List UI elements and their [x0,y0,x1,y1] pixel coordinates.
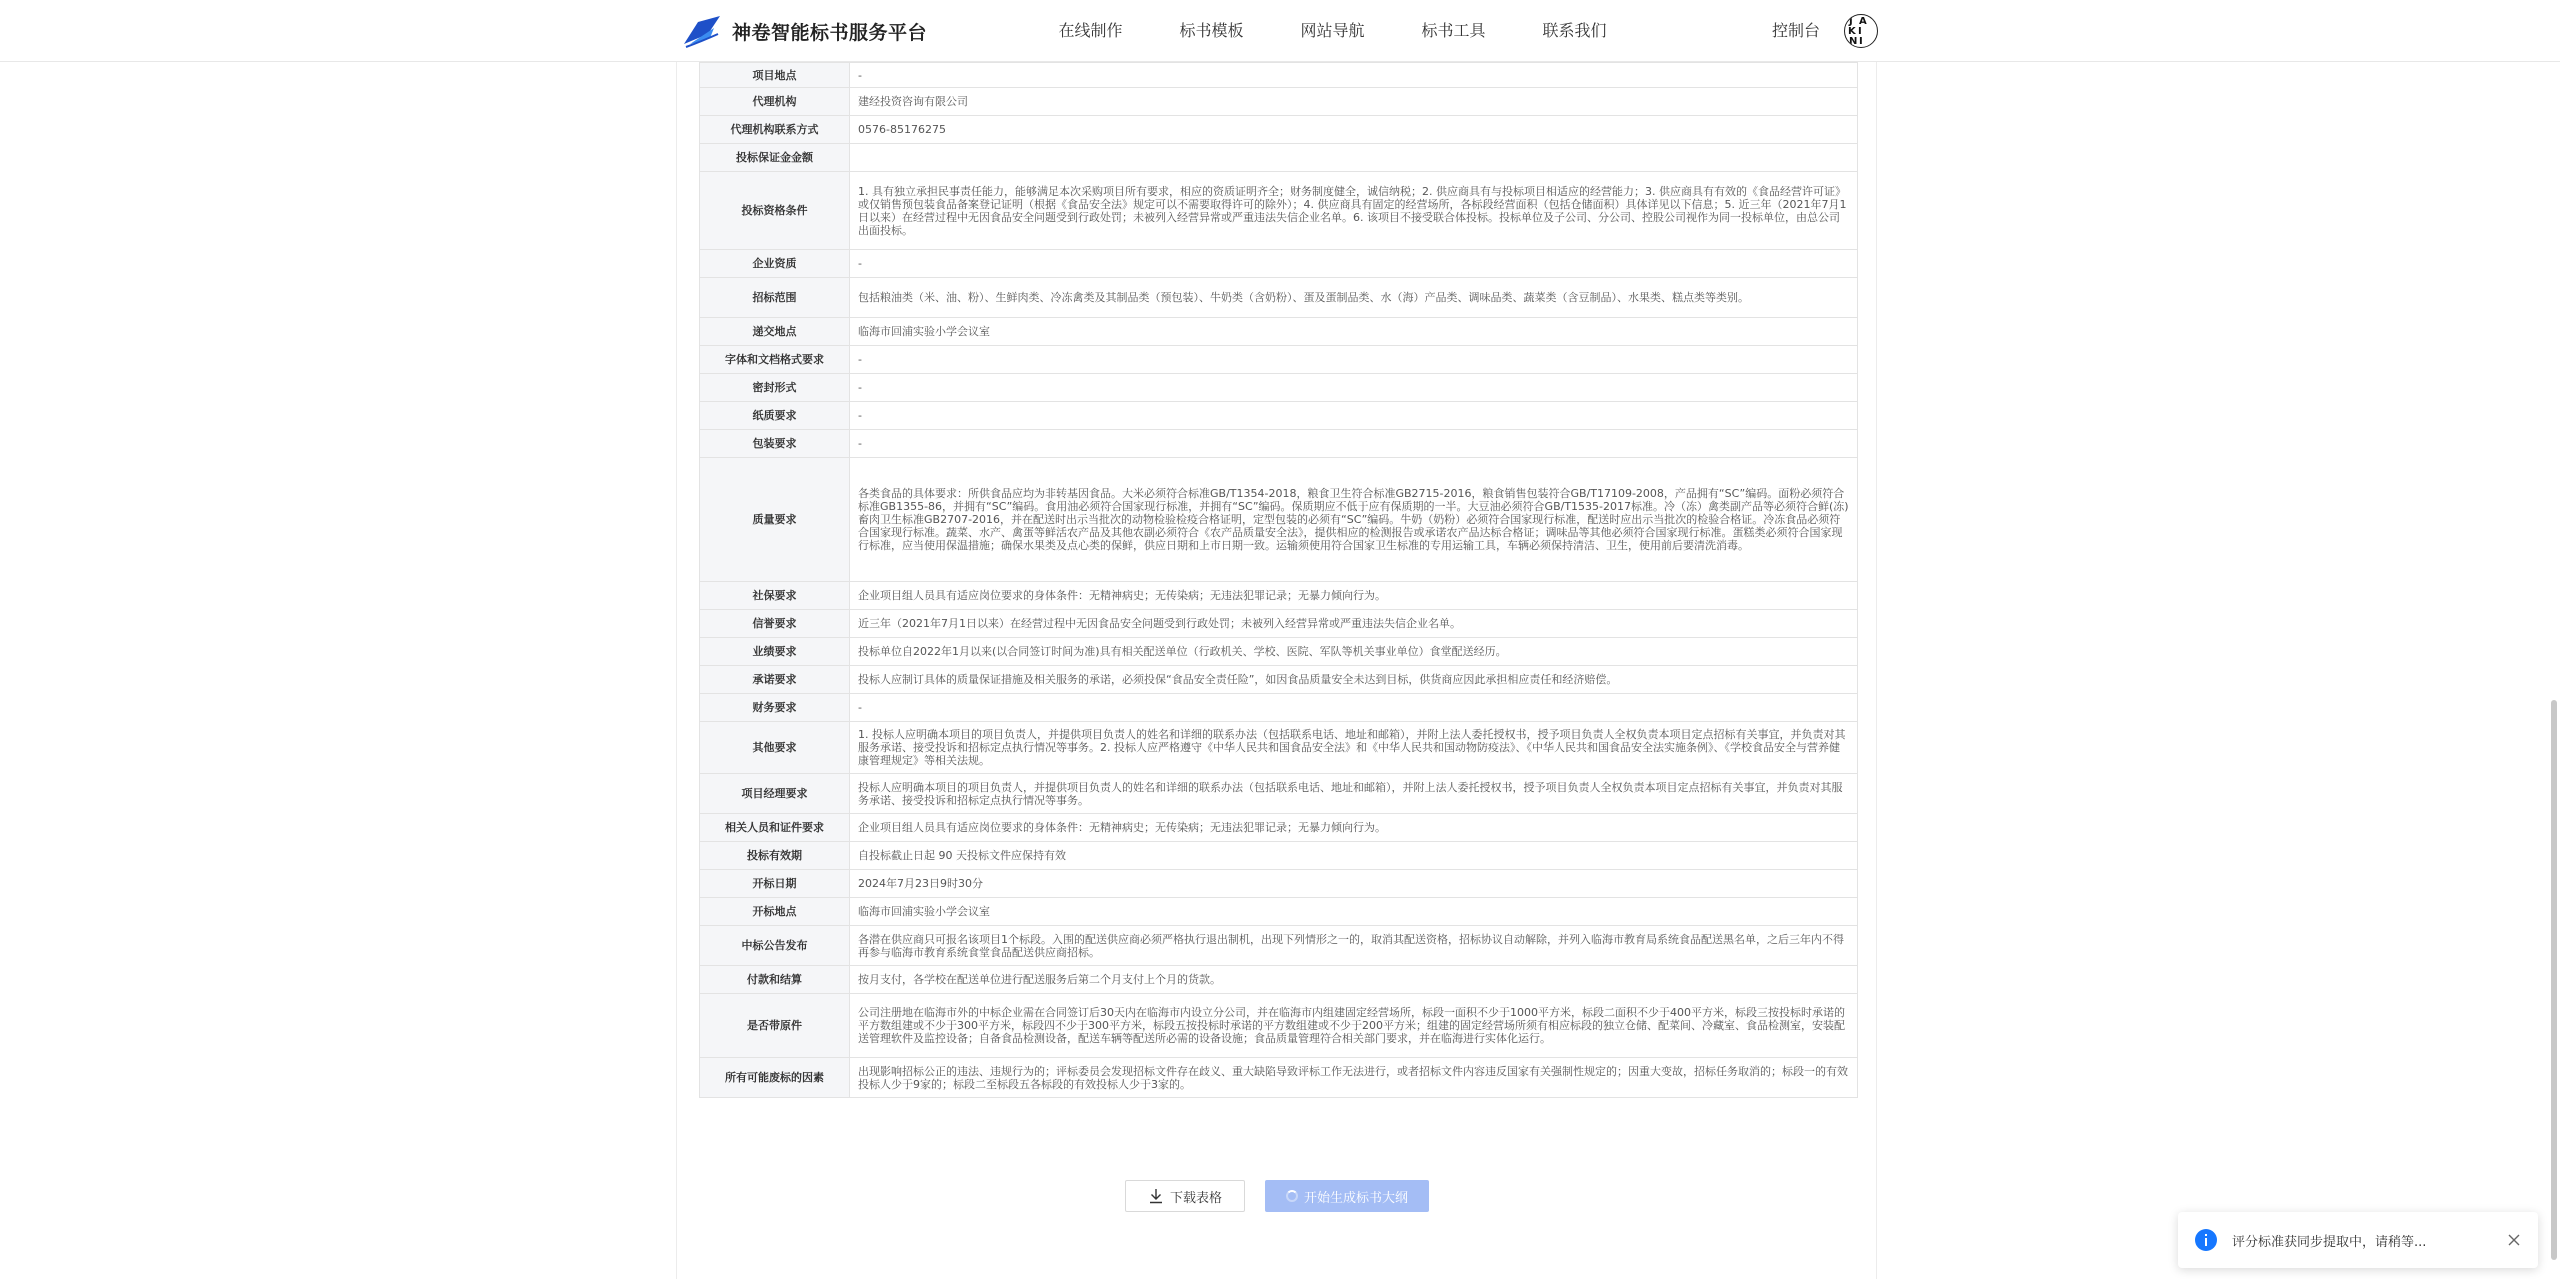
row-key: 信誉要求 [700,610,850,638]
row-value: 投标人应制订具体的质量保证措施及相关服务的承诺，必须投保“食品安全责任险”，如因食品质量安全未达到目标，供货商应因此承担相应责任和经济赔偿。 [850,666,1858,694]
table-row [700,870,1858,898]
row-key: 代理机构 [700,88,850,116]
row-key: 投标有效期 [700,842,850,870]
table-row [700,346,1858,374]
main-nav [1030,18,1635,44]
table-row [700,144,1858,172]
row-key: 投标资格条件 [700,172,850,250]
avatar-letter: A [1859,16,1867,27]
table-row [700,278,1858,318]
row-key: 其他要求 [700,722,850,774]
tender-info-table-wrap [699,62,1857,1098]
row-key: 密封形式 [700,374,850,402]
table-row [700,318,1858,346]
top-header [0,0,2560,62]
content-card [676,62,1877,1279]
close-icon[interactable] [2506,1232,2522,1248]
table-row [700,1058,1858,1098]
row-key: 招标范围 [700,278,850,318]
console-link[interactable]: 控制台 [1772,21,1821,40]
table-row [700,722,1858,774]
avatar-letter: K [1848,26,1856,37]
row-key: 包装要求 [700,430,850,458]
download-table-button[interactable] [1125,1180,1245,1212]
generate-outline-button[interactable] [1265,1180,1429,1212]
row-value: 临海市回浦实验小学会议室 [850,318,1858,346]
row-value: - [850,63,1858,88]
table-row [700,994,1858,1058]
action-bar [677,1180,1878,1214]
row-key: 承诺要求 [700,666,850,694]
row-key: 中标公告发布 [700,926,850,966]
brand-title: 神卷智能标书服务平台 [732,21,928,44]
row-value: 企业项目组人员具有适应岗位要求的身体条件：无精神病史；无传染病；无违法犯罪记录；无暴力倾向行为。 [850,582,1858,610]
row-value: 投标人应明确本项目的项目负责人，并提供项目负责人的姓名和详细的联系办法（包括联系电话、地址和邮箱），并附上法人委托授权书，授予项目负责人全权负责本项目定点招标有关事宜，并负责对其服务承诺、接受投诉和招标定点执行情况等事务。 [850,774,1858,814]
nav-contact[interactable]: 联系我们 [1542,21,1607,40]
row-key: 递交地点 [700,318,850,346]
table-row [700,458,1858,582]
row-value: 投标单位自2022年1月以来(以合同签订时间为准)具有相关配送单位（行政机关、学校、医院、军队等机关事业单位）食堂配送经历。 [850,638,1858,666]
row-value [850,144,1858,172]
row-key: 企业资质 [700,250,850,278]
row-value: - [850,430,1858,458]
avatar-letter: J [1849,16,1853,27]
row-key: 社保要求 [700,582,850,610]
row-value: 各潜在供应商只可报名该项目1个标段。入围的配送供应商必须严格执行退出制机，出现下列情形之一的，取消其配送资格，招标协议自动解除，并列入临海市教育局系统食品配送黑名单，之后三年内不得再参与临海市教育系统食堂食品配送供应商招标。 [850,926,1858,966]
row-key: 业绩要求 [700,638,850,666]
loading-spinner-icon [1286,1190,1298,1202]
row-value: 建经投资咨询有限公司 [850,88,1858,116]
table-row [700,926,1858,966]
row-value: 2024年7月23日9时30分 [850,870,1858,898]
avatar-letter: I [1858,26,1862,37]
table-row [700,88,1858,116]
row-value: - [850,374,1858,402]
row-value: 公司注册地在临海市外的中标企业需在合同签订后30天内在临海市内设立分公司，并在临海市内组建固定经营场所，标段一面积不少于1000平方米，标段二面积不少于400平方米，标段三按投标时承诺的平方数组建或不少于300平方米，标段四不少于300平方米，标段五按投标时承诺的平方数组建或不少于200平方米；组建的固定经营场所须有相应标段的独立仓储、配菜间、冷藏室、食品检测室，安装配送管理软件及监控设备；自备食品检测设备，配送车辆等配送所必需的设备设施；食品质量管理符合相关部门要求，并在临海进行实体化运行。 [850,994,1858,1058]
table-row [700,638,1858,666]
row-key: 是否带原件 [700,994,850,1058]
row-value: 各类食品的具体要求：所供食品应均为非转基因食品。大米必须符合标准GB/T1354-2018，粮食卫生符合标准GB2715-2016，粮食销售包装符合GB/T17109-2008，产品拥有“SC”编码。面粉必须符合标准GB1355-86，并拥有“SC”编码。食用油必须符合国家现行标准，并拥有“SC”编码。保质期应不低于应有保质期的一半。大豆油必须符合GB/T1535-2017标准。冷（冻）禽类副产品等必须符合鲜(冻)畜肉卫生标准GB2707-2016，并在配送时出示当批次的动物检验检疫合格证明，定型包装的必须有“SC”编码。牛奶（奶粉）必须符合国家现行标准，配送时应出示当批次的检验合格证。冷冻食品必须符合国家现行标准。蔬菜、水产、禽蛋等鲜活农产品及其他农副必须符合《农产品质量安全法》，提供相应的检测报告或承诺农产品达标合格证；调味品等其他必须符合国家现行标准。蛋糕类必须符合国家现行标准，应当使用保温措施；确保水果类及点心类的保鲜，供应日期和上市日期一致。运输须使用符合国家卫生标准的专用运输工具，车辆必须保持清洁、卫生，使用前后要清洗消毒。 [850,458,1858,582]
download-icon [1148,1188,1164,1204]
row-key: 质量要求 [700,458,850,582]
table-row [700,582,1858,610]
row-value: 按月支付，各学校在配送单位进行配送服务后第二个月支付上个月的货款。 [850,966,1858,994]
table-row [700,694,1858,722]
table-row [700,666,1858,694]
table-row [700,842,1858,870]
row-value: 0576-85176275 [850,116,1858,144]
avatar-letter: I [1859,36,1863,47]
info-notification [2178,1212,2538,1268]
row-key: 所有可能废标的因素 [700,1058,850,1098]
page-scrollbar-thumb[interactable] [2551,700,2557,1260]
row-key: 相关人员和证件要求 [700,814,850,842]
generate-outline-label: 开始生成标书大纲 [1303,1189,1408,1205]
table-row [700,898,1858,926]
avatar-letter: N [1849,36,1858,47]
brand[interactable] [680,14,927,48]
row-value: - [850,346,1858,374]
row-value: 临海市回浦实验小学会议室 [850,898,1858,926]
nav-tools[interactable]: 标书工具 [1421,21,1486,40]
row-value: 企业项目组人员具有适应岗位要求的身体条件：无精神病史；无传染病；无违法犯罪记录；无暴力倾向行为。 [850,814,1858,842]
row-key: 投标保证金金额 [700,144,850,172]
row-key: 付款和结算 [700,966,850,994]
tender-info-table [699,62,1858,1098]
table-row [700,402,1858,430]
info-icon [2194,1228,2218,1252]
logo-icon [680,14,724,48]
row-value: 自投标截止日起 90 天投标文件应保持有效 [850,842,1858,870]
row-value: 1. 具有独立承担民事责任能力，能够满足本次采购项目所有要求，相应的资质证明齐全；财务制度健全，诚信纳税；2. 供应商具有与投标项目相适应的经营能力；3. 供应商具有有效的《食品经营许可证》或仅销售预包装食品备案登记证明（根据《食品安全法》规定可以不需要取得许可的除外）；4. 供应商具有固定的经营场所，各标段经营面积（包括仓储面积）具体详见以下信息；5. 近三年（2021年7月1日以来）在经营过程中无因食品安全问题受到行政处罚；未被列入经营异常或严重违法失信企业名单。6. 该项目不接受联合体投标。投标单位及子公司、分公司、控股公司视作为同一投标单位，由总公司出面投标。 [850,172,1858,250]
table-row [700,774,1858,814]
row-value: - [850,694,1858,722]
row-key: 代理机构联系方式 [700,116,850,144]
row-key: 项目经理要求 [700,774,850,814]
row-value: 包括粮油类（米、油、粉）、生鲜肉类、冷冻禽类及其制品类（预包装）、牛奶类（含奶粉）、蛋及蛋制品类、水（海）产品类、调味品类、蔬菜类（含豆制品）、水果类、糕点类等类别。 [850,278,1858,318]
nav-online-make[interactable]: 在线制作 [1058,21,1123,40]
avatar[interactable] [1844,14,1878,48]
row-value: 近三年（2021年7月1日以来）在经营过程中无因食品安全问题受到行政处罚；未被列入经营异常或严重违法失信企业名单。 [850,610,1858,638]
row-value: 出现影响招标公正的违法、违规行为的；评标委员会发现招标文件存在歧义、重大缺陷导致评标工作无法进行，或者招标文件内容违反国家有关强制性规定的；因重大变故，招标任务取消的；标段一的有效投标人少于9家的；标段二至标段五各标段的有效投标人少于3家的。 [850,1058,1858,1098]
table-row [700,250,1858,278]
table-row [700,116,1858,144]
table-row [700,172,1858,250]
row-key: 项目地点 [700,63,850,88]
nav-site-guide[interactable]: 网站导航 [1300,21,1365,40]
table-row [700,966,1858,994]
table-row [700,430,1858,458]
row-key: 字体和文档格式要求 [700,346,850,374]
row-value: - [850,402,1858,430]
row-key: 纸质要求 [700,402,850,430]
table-row [700,814,1858,842]
nav-templates[interactable]: 标书模板 [1179,21,1244,40]
notification-message: 评分标准获同步提取中，请稍等... [2232,1234,2427,1250]
table-row [700,610,1858,638]
table-row [700,374,1858,402]
row-key: 开标地点 [700,898,850,926]
row-value: - [850,250,1858,278]
row-key: 财务要求 [700,694,850,722]
row-value: 1. 投标人应明确本项目的项目负责人，并提供项目负责人的姓名和详细的联系办法（包括联系电话、地址和邮箱），并附上法人委托授权书，授予项目负责人全权负责本项目定点招标有关事宜，并负责对其服务承诺、接受投诉和招标定点执行情况等事务。2. 投标人应严格遵守《中华人民共和国食品安全法》和《中华人民共和国动物防疫法》、《中华人民共和国食品安全法实施条例》、《学校食品安全与营养健康管理规定》等相关法规。 [850,722,1858,774]
download-table-label: 下载表格 [1169,1189,1222,1205]
table-row [700,63,1858,88]
row-key: 开标日期 [700,870,850,898]
